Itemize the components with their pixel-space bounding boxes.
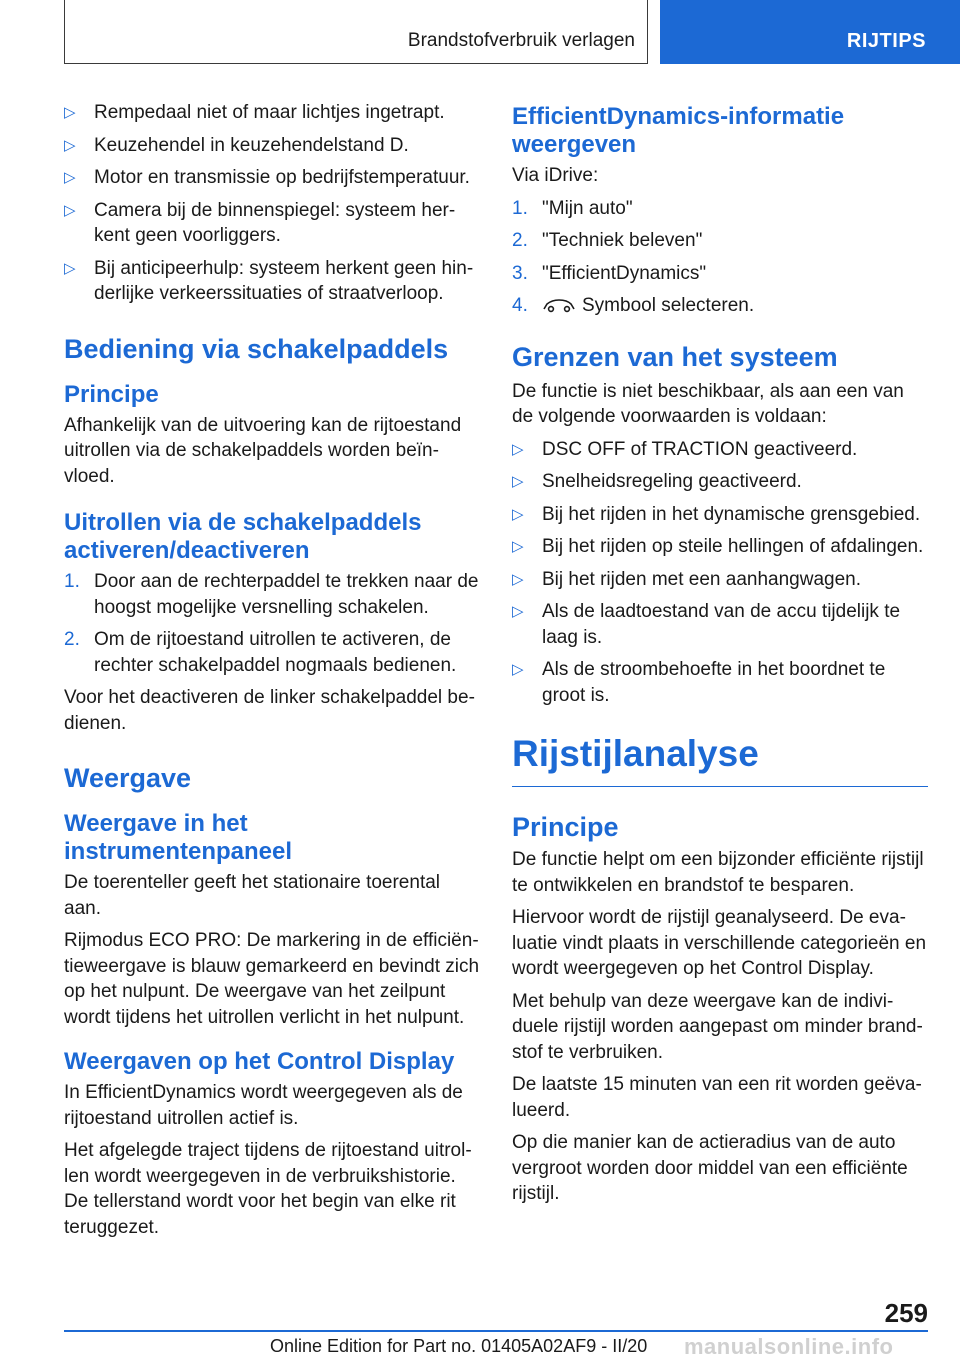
chapter-tab[interactable] [660, 0, 960, 64]
list-item: ▷ Bij het rijden met een aanhangwagen. [512, 567, 928, 593]
triangle-bullet-icon: ▷ [64, 169, 76, 186]
heading-weergave: Weergave [64, 763, 192, 793]
triangle-bullet-icon: ▷ [64, 201, 76, 219]
heading-grenzen: Grenzen van het systeem [512, 341, 838, 372]
watermark: manualsonline.info [684, 1334, 894, 1359]
triangle-bullet-icon: ▷ [512, 505, 524, 523]
rijstijl-paragraph-2: Hiervoor wordt de rijstijl geanalyseerd. De evaluatie vindt plaats in verschillende categorieën en wordt weergegeven op het Control Display. [512, 907, 927, 979]
triangle-bullet-icon: ▷ [512, 570, 524, 588]
principe-paragraph: Afhankelijk van de uitvoering kan de rijtoestand uitrollen via de schakelpaddels worden beïnvloed. [64, 414, 462, 487]
header-section-box [64, 0, 648, 64]
list-item: 1. Door aan de rechterpaddel te trekken naar de hoogst mogelijke versnelling schakelen. [64, 571, 479, 618]
list-item: ▷ Camera bij de binnenspiegel: systeem herkent geen voorliggers. [64, 199, 456, 246]
list-item: 3. "EfficientDynamics" [512, 261, 928, 287]
heading-weergaven-control: Weergaven op het Control Display [64, 1048, 455, 1075]
control-paragraph-2: Het afgelegde traject tijdens de rijtoestand uitrollen wordt weergegeven in de verbruikshistorie. De tellerstand wordt voor het begin van elke rit teruggezet. [64, 1140, 472, 1238]
heading-uitrollen: Uitrollen via de schakelpaddels activeren/deactiveren [64, 509, 422, 564]
step-number: 3. [512, 262, 528, 284]
rijstijl-paragraph-5: Op die manier kan de actieradius van de auto vergroot worden door middel van een efficiënte rijstijl. [512, 1132, 908, 1204]
list-item: ▷ Bij het rijden op steile hellingen of afdalingen. [512, 534, 928, 560]
list-item: 2. Om de rijtoestand uitrollen te activeren, de rechter schakelpaddel nogmaals bedienen. [64, 629, 457, 676]
rijstijl-paragraph-4: De laatste 15 minuten van een rit worden geëvalueerd. [512, 1074, 922, 1121]
list-item: 1. "Mijn auto" [512, 196, 928, 222]
heading-principe: Principe [64, 380, 159, 408]
triangle-bullet-icon: ▷ [512, 440, 524, 458]
grenzen-list [512, 437, 928, 709]
triangle-bullet-icon: ▷ [64, 259, 76, 277]
triangle-bullet-icon: ▷ [64, 104, 76, 121]
triangle-bullet-icon: ▷ [64, 136, 76, 154]
triangle-bullet-icon: ▷ [512, 538, 524, 555]
list-item: 2. "Techniek beleven" [512, 228, 928, 254]
footer-divider [64, 1330, 928, 1332]
deactiveren-paragraph: Voor het deactiveren de linker schakelpaddel bedienen. [64, 687, 475, 734]
chapter-heading-rijstijlanalyse: Rijstijlanalyse [512, 732, 928, 787]
heading-bediening: Bediening via schakelpaddels [64, 333, 449, 364]
via-idrive-text: Via iDrive: [512, 165, 599, 186]
header-section-title: Brandstofverbruik verlagen [407, 30, 635, 51]
triangle-bullet-icon: ▷ [512, 603, 524, 620]
idrive-steps [512, 196, 928, 319]
list-item: ▷ Rempedaal niet of maar lichtjes ingetrapt. [64, 100, 480, 126]
step-number: 2. [64, 629, 80, 650]
step-number: 1. [64, 571, 80, 592]
step-number: 4. [512, 295, 528, 316]
chapter-tab-label: RIJTIPS [846, 30, 926, 52]
heading-efficient: EfficientDynamics-informatie weergeven [512, 103, 845, 158]
rijstijl-paragraph-1: De functie helpt om een bijzonder efficiënte rijstijl te ontwikkelen en brandstof te besparen. [512, 849, 924, 896]
heading-weergave-instrument: Weergave in het instrumentenpaneel [64, 810, 293, 865]
rijstijl-paragraph-3: Met behulp van deze weergave kan de individuele rijstijl worden aangepast om minder brandstof te verbruiken. [512, 990, 923, 1063]
list-item: ▷ Bij het rijden in het dynamische grensgebied. [512, 502, 928, 528]
list-item: ▷ Als de laadtoestand van de accu tijdelijk te laag is. [512, 601, 901, 648]
list-item: 4. Symbool selecteren. [512, 293, 928, 319]
triangle-bullet-icon: ▷ [512, 661, 524, 678]
list-item: ▷ Als de stroombehoefte in het boordnet te groot is. [512, 659, 886, 706]
step-number: 1. [512, 197, 528, 219]
car-symbol-icon [542, 296, 576, 314]
footer-edition: Online Edition for Part no. 01405A02AF9 - II/20 [270, 1336, 648, 1356]
uitrollen-steps [64, 569, 480, 678]
instrument-paragraph-1: De toerenteller geeft het stationaire toerental aan. [64, 872, 441, 919]
step-number: 2. [512, 230, 528, 251]
list-item: ▷ Bij anticipeerhulp: systeem herkent geen hinderlijke verkeerssituaties of straatverloop. [64, 257, 474, 304]
control-paragraph-1: In EfficientDynamics wordt weergegeven als de rijtoestand uitrollen actief is. [64, 1082, 463, 1129]
grenzen-intro: De functie is niet beschikbaar, als aan een van de volgende voorwaarden is voldaan: [512, 380, 904, 427]
triangle-bullet-icon: ▷ [512, 473, 524, 490]
right-column [512, 100, 928, 1214]
list-item: ▷ Motor en transmissie op bedrijfstemperatuur. [64, 165, 480, 191]
conditions-list [64, 100, 480, 307]
heading-principe-rijstijl: Principe [512, 812, 619, 842]
list-item: ▷ Snelheidsregeling geactiveerd. [512, 469, 928, 495]
instrument-paragraph-2: Rijmodus ECO PRO: De markering in de efficiëntieweergave is blauw gemarkeerd en bevindt zich op het nulpunt. De weergave van het zeilpunt wordt tijdens het uitrollen verlicht in het nulpunt. [64, 930, 480, 1028]
list-item: ▷ DSC OFF of TRACTION geactiveerd. [512, 437, 928, 463]
page-number: 259 [884, 1298, 928, 1328]
list-item: ▷ Keuzehendel in keuzehendelstand D. [64, 133, 480, 159]
left-column [64, 100, 480, 1247]
